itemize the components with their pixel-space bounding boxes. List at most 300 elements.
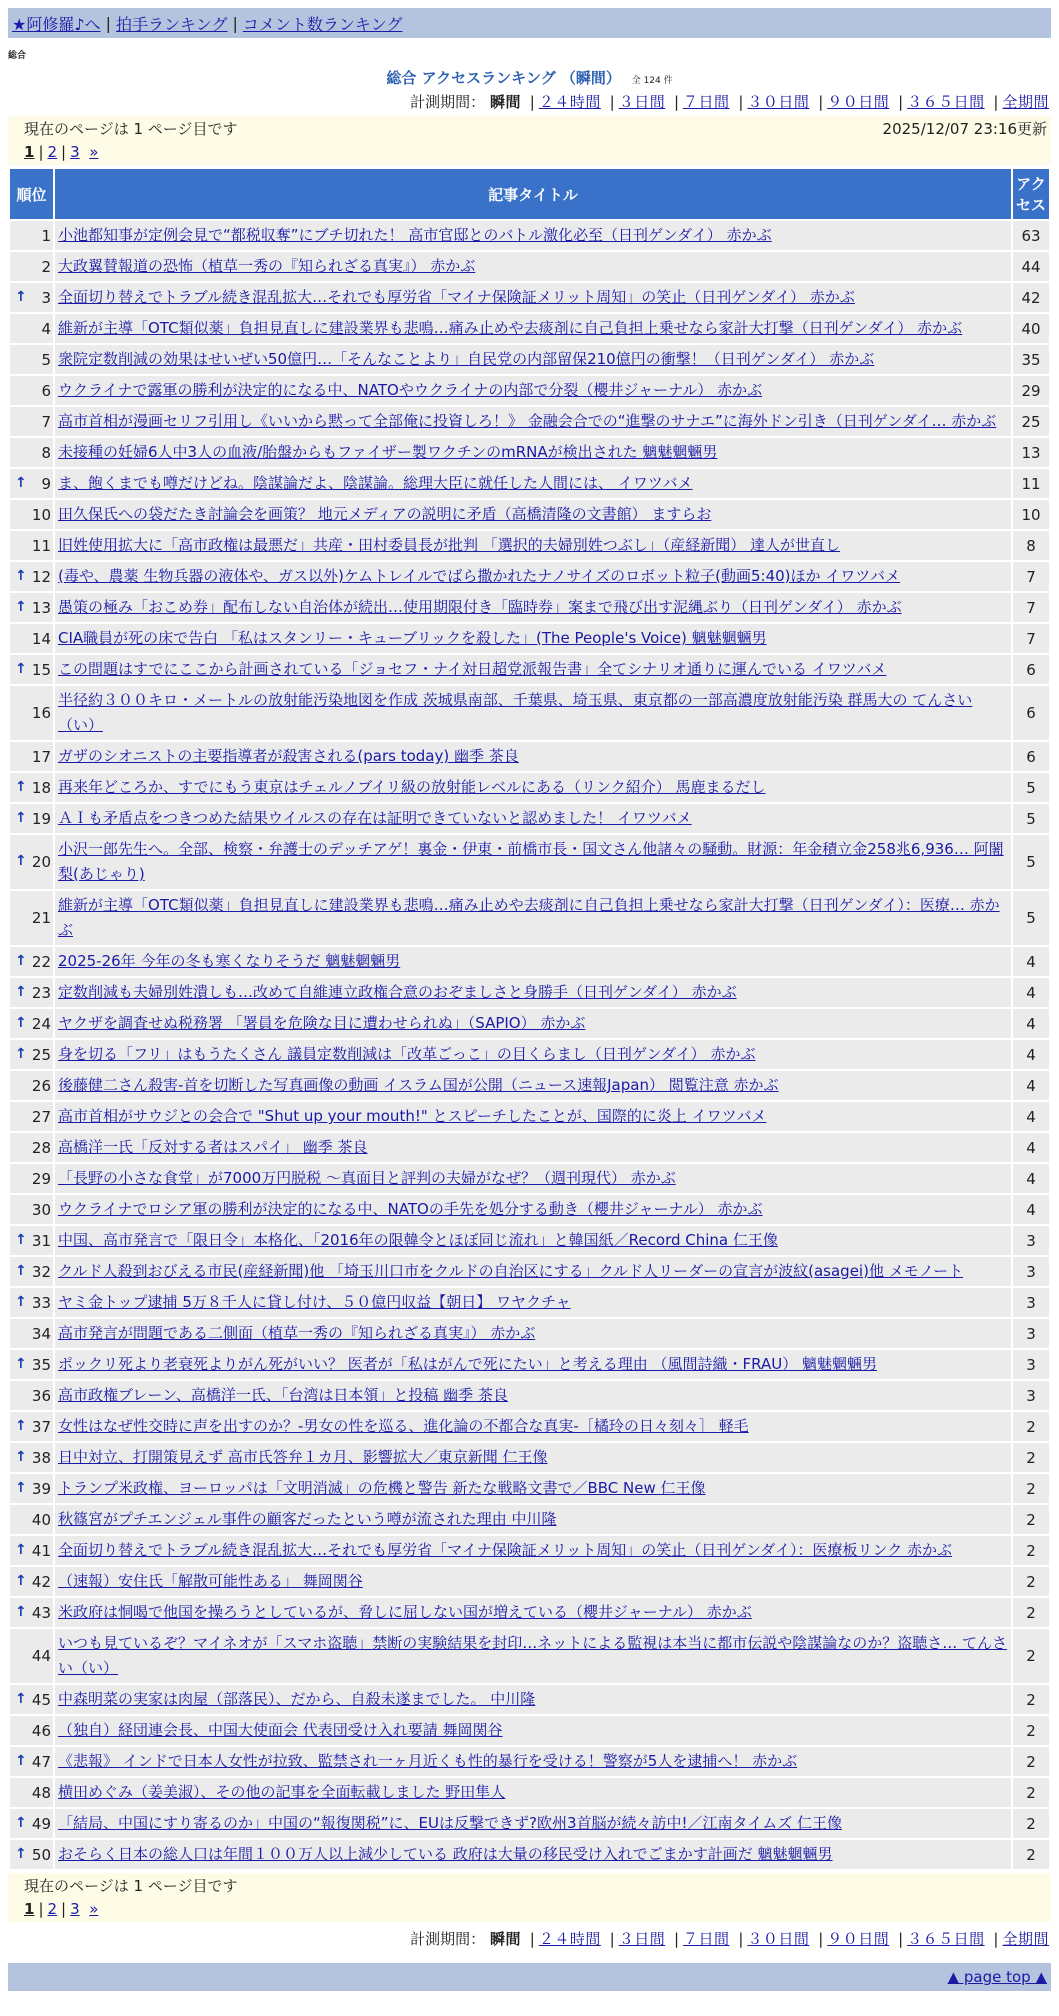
access-count: 4 [1013, 1195, 1049, 1224]
access-count: 4 [1013, 1009, 1049, 1038]
access-count: 2 [1013, 1747, 1049, 1776]
access-count: 2 [1013, 1629, 1049, 1683]
article-title-link[interactable]: （速報）安住氏「解散可能性ある」 舞岡関谷 [58, 1572, 363, 1590]
article-title-link[interactable]: 秋篠宮がプチエンジェル事件の顧客だったという噂が流された理由 中川隆 [58, 1510, 557, 1528]
rank-cell [10, 773, 53, 802]
rank-up-arrow-icon: ↑ [15, 809, 27, 826]
access-count: 42 [1013, 283, 1049, 312]
article-title-link[interactable]: 定数削減も夫婦別姓潰しも…改めて自維連立政権合意のおぞましさと身勝手（日刊ゲンダイ） 赤かぶ [58, 983, 737, 1001]
period-30d-link[interactable]: ３０日間 [747, 93, 810, 111]
rank-number: 43 [31, 1603, 51, 1622]
access-count: 3 [1013, 1288, 1049, 1317]
bottom-bar [8, 1963, 1051, 1991]
rank-up-arrow-icon: ↑ [15, 1262, 27, 1279]
access-count: 2 [1013, 1443, 1049, 1472]
table-row [10, 221, 1049, 250]
article-title-link[interactable]: 横田めぐみ（姜美淑）、その他の記事を全面転載しました 野田隼人 [58, 1783, 506, 1801]
rank-cell [10, 1505, 53, 1534]
page-2-link[interactable]: 2 [47, 143, 58, 161]
page-3-link[interactable]: 3 [70, 1900, 80, 1918]
access-count: 4 [1013, 1133, 1049, 1162]
title-cell [55, 1536, 1011, 1565]
rank-number: 44 [31, 1647, 51, 1665]
rank-up-arrow-icon: ↑ [15, 1448, 27, 1465]
table-row [10, 1443, 1049, 1472]
table-row [10, 835, 1049, 889]
pager-top [8, 116, 1051, 165]
period-selector-bottom: 計測期間： 瞬間 | ２４時間 | ３日間 | ７日間 | ３０日間 | ９０日間 | ３６５日間 | 全期間 [410, 1930, 1049, 1948]
title-cell [55, 1040, 1011, 1069]
title-cell [55, 1102, 1011, 1131]
table-row [10, 1288, 1049, 1317]
article-title-link[interactable]: 再来年どころか、すでにもう東京はチェルノブイリ級の放射能レベルにある（リンク紹介） 馬鹿まるだし [58, 778, 766, 796]
col-access-header: アクセス [1013, 169, 1049, 219]
table-row [10, 1257, 1049, 1286]
rank-cell [10, 1226, 53, 1255]
access-count: 3 [1013, 1226, 1049, 1255]
table-row [10, 1319, 1049, 1348]
title-cell [55, 221, 1011, 250]
rank-number: 33 [31, 1293, 51, 1312]
title-cell [55, 1840, 1011, 1869]
article-title-link[interactable]: ガザのシオニストの主要指導者が殺害される(pars today) 幽季 茶良 [58, 747, 519, 765]
rank-up-arrow-icon: ↑ [15, 1479, 27, 1496]
rank-number: 25 [31, 1045, 51, 1064]
table-row [10, 1071, 1049, 1100]
table-row [10, 407, 1049, 436]
current-page-text: 現在のページは 1 ページ目です [24, 1877, 238, 1895]
rank-cell [10, 1071, 53, 1100]
table-row [10, 252, 1049, 281]
article-title-link[interactable]: ウクライナで露軍の勝利が決定的になる中、NATOやウクライナの内部で分裂（櫻井ジャーナル） 赤かぶ [58, 381, 763, 399]
rank-number: 14 [31, 629, 51, 648]
table-row [10, 1195, 1049, 1224]
article-title-link[interactable]: CIA職員が死の床で告白 「私はスタンリー・キューブリックを殺した」(The People's Voice) 魑魅魍魎男 [58, 629, 767, 647]
article-title-link[interactable]: ウクライナでロシア軍の勝利が決定的になる中、NATOの手先を処分する動き（櫻井ジャーナル） 赤かぶ [58, 1200, 763, 1218]
article-title-link[interactable]: 高橋洋一氏「反対する者はスパイ」 幽季 茶良 [58, 1138, 368, 1156]
period-90d-link[interactable]: ９０日間 [827, 93, 890, 111]
article-title-link[interactable]: おそらく日本の総人口は年間１００万人以上減少している 政府は大量の移民受け入れでごまかす計画だ 魑魅魍魎男 [58, 1845, 833, 1863]
period-current: 瞬間 [489, 93, 521, 111]
rank-number: 29 [31, 1169, 51, 1188]
access-count: 3 [1013, 1319, 1049, 1348]
rank-number: 47 [31, 1752, 51, 1771]
rank-cell [10, 1257, 53, 1286]
rank-number: 27 [31, 1107, 51, 1126]
title-cell [55, 686, 1011, 740]
rank-number: 34 [31, 1324, 51, 1343]
table-row [10, 1598, 1049, 1627]
table-row [10, 804, 1049, 833]
article-title-link[interactable]: 米政府は恫喝で他国を操ろうとしているが、脅しに屈しない国が増えている（櫻井ジャーナル） 赤かぶ [58, 1603, 752, 1621]
article-title-link[interactable]: 身を切る「フリ」はもうたくさん 議員定数削減は「改革ごっこ」の目くらまし（日刊ゲンダイ） 赤かぶ [58, 1045, 756, 1063]
table-row [10, 1685, 1049, 1714]
title-cell [55, 655, 1011, 684]
rank-up-arrow-icon: ↑ [15, 1045, 27, 1062]
rank-number: 5 [41, 350, 51, 369]
nav-separator: | [105, 13, 111, 33]
title-cell [55, 531, 1011, 560]
article-title-link[interactable]: ヤクザを調査せぬ税務署 「署員を危険な目に遭わせられぬ」（SAPIO） 赤かぶ [58, 1014, 586, 1032]
access-count: 4 [1013, 1071, 1049, 1100]
rank-cell [10, 978, 53, 1007]
title-cell [55, 1381, 1011, 1410]
period-24h-link[interactable]: ２４時間 [538, 93, 601, 111]
ranking-table [8, 167, 1051, 1871]
page-2-link[interactable]: 2 [47, 1900, 58, 1918]
rank-number: 9 [41, 474, 51, 493]
period-label: 計測期間： [410, 93, 486, 111]
period-all-link[interactable]: 全期間 [1002, 1930, 1049, 1948]
table-row [10, 593, 1049, 622]
access-count: 2 [1013, 1685, 1049, 1714]
table-row [10, 773, 1049, 802]
top-nav-bar [8, 8, 1051, 38]
rank-number: 35 [31, 1355, 51, 1374]
rank-up-arrow-icon: ↑ [15, 1231, 27, 1248]
current-page-text: 現在のページは 1 ページ目です [24, 120, 238, 138]
table-row [10, 314, 1049, 343]
access-count: 40 [1013, 314, 1049, 343]
rank-cell [10, 1009, 53, 1038]
article-title-link[interactable]: 「長野の小さな食堂」が7000万円脱税 〜真面目と評判の夫婦がなぜ？（週刊現代） 赤かぶ [58, 1169, 676, 1187]
title-cell [55, 314, 1011, 343]
home-link[interactable]: ★阿修羅♪へ [12, 14, 101, 34]
rank-number: 39 [31, 1479, 51, 1498]
applause-ranking-link[interactable]: 拍手ランキング [115, 14, 228, 34]
rank-number: 19 [31, 809, 51, 828]
page-3-link[interactable]: 3 [70, 143, 80, 161]
table-row [10, 469, 1049, 498]
title-cell [55, 1598, 1011, 1627]
article-title-link[interactable]: (毒や、農薬 生物兵器の液体や、ガス以外)ケムトレイルでばら撒かれたナノサイズのロボット粒子(動画5:40)ほか イワツバメ [58, 567, 900, 585]
rank-cell [10, 314, 53, 343]
access-count: 13 [1013, 438, 1049, 467]
access-count: 2 [1013, 1536, 1049, 1565]
page-top-link[interactable]: ▲ page top ▲ [947, 1968, 1047, 1986]
access-count: 44 [1013, 252, 1049, 281]
rank-up-arrow-icon: ↑ [15, 1572, 27, 1589]
access-count: 6 [1013, 686, 1049, 740]
access-count: 63 [1013, 221, 1049, 250]
access-count: 2 [1013, 1412, 1049, 1441]
access-count: 2 [1013, 1809, 1049, 1838]
article-title-link[interactable]: ヤミ金トップ逮捕 5万８千人に貸し付け、５０億円収益【朝日】 ワヤクチャ [58, 1293, 571, 1311]
rank-cell [10, 252, 53, 281]
access-count: 7 [1013, 624, 1049, 653]
access-count: 35 [1013, 345, 1049, 374]
article-title-link[interactable]: いつも見ているぞ？マイネオが「スマホ盗聴」禁断の実験結果を封印…ネットによる監視は本当に都市伝説や陰謀論なのか？盗聴さ… てんさい（い） [58, 1634, 1008, 1677]
table-row [10, 1536, 1049, 1565]
access-count: 25 [1013, 407, 1049, 436]
rank-number: 38 [31, 1448, 51, 1467]
rank-cell [10, 1319, 53, 1348]
rank-number: 11 [31, 536, 51, 555]
table-row [10, 1747, 1049, 1776]
rank-cell [10, 345, 53, 374]
article-title-link[interactable]: 「結局、中国にすり寄るのか」中国の“報復関税”に、EUは反撃できず?欧州3首脳が続々訪中!／江南タイムズ 仁王像 [58, 1814, 842, 1832]
title-cell [55, 804, 1011, 833]
access-count: 2 [1013, 1840, 1049, 1869]
rank-cell [10, 1443, 53, 1472]
access-count: 2 [1013, 1716, 1049, 1745]
rank-cell [10, 1350, 53, 1379]
rank-number: 17 [31, 747, 51, 766]
title-cell [55, 742, 1011, 771]
table-row [10, 1350, 1049, 1379]
article-title-link[interactable]: ＡＩも矛盾点をつきつめた結果ウイルスの存在は証明できていないと認めました！ イワツバメ [58, 809, 692, 827]
table-row [10, 283, 1049, 312]
rank-cell [10, 376, 53, 405]
table-row [10, 947, 1049, 976]
rank-cell [10, 1164, 53, 1193]
title-cell [55, 891, 1011, 945]
article-title-link[interactable]: ポックリ死より老衰死よりがん死がいい？ 医者が「私はがんで死にたい」と考える理由 （風間詩織・FRAU） 魑魅魍魎男 [58, 1355, 877, 1373]
article-title-link[interactable]: 高市首相がサウジとの会合で "Shut up your mouth!" とスピーチしたことが、国際的に炎上 イワツバメ [58, 1107, 767, 1125]
article-title-link[interactable]: 小沢一郎先生へ。全部、検察・弁護士のデッチアゲ！裏金・伊東・前橋市長・国文さん他諸々の騒動。財源：年金積立金258兆6,936… 阿闍梨(あじゃり) [58, 840, 1004, 883]
period-90d-link[interactable]: ９０日間 [827, 1930, 890, 1948]
rank-number: 46 [31, 1721, 51, 1740]
access-count: 3 [1013, 1350, 1049, 1379]
period-3d-link[interactable]: ３日間 [618, 93, 666, 111]
article-title-link[interactable]: ま、飽くまでも噂だけどね。陰謀論だよ、陰謀論。総理大臣に就任した人間には、 イワツバメ [58, 474, 693, 492]
access-count: 2 [1013, 1598, 1049, 1627]
table-row [10, 686, 1049, 740]
rank-number: 24 [31, 1014, 51, 1033]
table-header-row [10, 169, 1049, 219]
article-title-link[interactable]: （独自）経団連会長、中国大使面会 代表団受け入れ要請 舞岡関谷 [58, 1721, 503, 1739]
title-cell [55, 593, 1011, 622]
rank-cell [10, 438, 53, 467]
access-count: 5 [1013, 891, 1049, 945]
title-cell [55, 1443, 1011, 1472]
page-next-link[interactable]: » [89, 1900, 99, 1918]
page-next-link[interactable]: » [89, 143, 99, 161]
title-cell [55, 1629, 1011, 1683]
title-cell [55, 1164, 1011, 1193]
article-title-link[interactable]: トランプ米政権、ヨーロッパは「文明消滅」の危機と警告 新たな戦略文書で／BBC New 仁王像 [58, 1479, 706, 1497]
rank-cell [10, 221, 53, 250]
title-cell [55, 1809, 1011, 1838]
table-row [10, 1412, 1049, 1441]
article-title-link[interactable]: 高市発言が問題である二側面（植草一秀の『知られざる真実』） 赤かぶ [58, 1324, 536, 1342]
access-count: 6 [1013, 655, 1049, 684]
rank-cell [10, 891, 53, 945]
title-cell [55, 500, 1011, 529]
table-row [10, 1778, 1049, 1807]
table-row [10, 1009, 1049, 1038]
col-title-header: 記事タイトル [55, 169, 1011, 219]
rank-cell [10, 1040, 53, 1069]
title-cell [55, 624, 1011, 653]
title-cell [55, 1474, 1011, 1503]
table-row [10, 1164, 1049, 1193]
table-row [10, 1474, 1049, 1503]
rank-up-arrow-icon: ↑ [15, 1541, 27, 1558]
table-row [10, 1840, 1049, 1869]
rank-number: 22 [31, 952, 51, 971]
title-cell [55, 1071, 1011, 1100]
table-row [10, 655, 1049, 684]
table-row [10, 742, 1049, 771]
rank-cell [10, 1381, 53, 1410]
article-title-link[interactable]: 田久保氏への袋だたき討論会を画策？ 地元メディアの説明に矛盾（高橋清隆の文書館） ますらお [58, 505, 712, 523]
rank-cell [10, 1747, 53, 1776]
access-count: 5 [1013, 773, 1049, 802]
rank-up-arrow-icon: ↑ [15, 567, 27, 584]
rank-cell [10, 742, 53, 771]
table-row [10, 891, 1049, 945]
rank-up-arrow-icon: ↑ [15, 1690, 27, 1707]
title-cell [55, 835, 1011, 889]
article-title-link[interactable]: 《悲報》 インドで日本人女性が拉致、監禁され一ヶ月近くも性的暴行を受ける！警察が5人を逮捕へ！ 赤かぶ [58, 1752, 798, 1770]
article-title-link[interactable]: 半径約３００キロ・メートルの放射能汚染地図を作成 茨城県南部、千葉県、埼玉県、東京都の一部高濃度放射能汚染 群馬大の てんさい（い） [58, 691, 973, 734]
rank-cell [10, 407, 53, 436]
article-title-link[interactable]: 2025-26年 今年の冬も寒くなりそうだ 魑魅魍魎男 [58, 952, 401, 970]
access-count: 5 [1013, 804, 1049, 833]
rank-number: 26 [31, 1076, 51, 1095]
article-title-link[interactable]: 全面切り替えでトラブル続き混乱拡大…それでも厚労省「マイナ保険証メリット周知」の笑止（日刊ゲンダイ）：医療板リンク 赤かぶ [58, 1541, 952, 1559]
access-count: 29 [1013, 376, 1049, 405]
rank-cell [10, 686, 53, 740]
period-3d-link[interactable]: ３日間 [618, 1930, 666, 1948]
rank-up-arrow-icon: ↑ [15, 983, 27, 1000]
rank-up-arrow-icon: ↑ [15, 1603, 27, 1620]
title-cell [55, 1133, 1011, 1162]
pager-bottom [8, 1873, 1051, 1922]
article-title-link[interactable]: この問題はすでにここから計画されている「ジョセフ・ナイ対日超党派報告書」全てシナリオ通りに運んでいる イワツバメ [58, 660, 887, 678]
title-cell [55, 1350, 1011, 1379]
table-row [10, 978, 1049, 1007]
rank-cell [10, 1474, 53, 1503]
rank-cell [10, 655, 53, 684]
table-row [10, 1716, 1049, 1745]
article-title-link[interactable]: 高市首相が漫画セリフ引用し《いいから黙って全部俺に投資しろ！》 金融会合での“進撃のサナエ”に海外ドン引き（日刊ゲンダイ… 赤かぶ [58, 412, 997, 430]
period-label: 計測期間： [410, 1930, 486, 1948]
table-row [10, 562, 1049, 591]
rank-number: 1 [41, 226, 51, 245]
access-count: 2 [1013, 1505, 1049, 1534]
rank-cell [10, 1412, 53, 1441]
title-cell [55, 1195, 1011, 1224]
table-row [10, 1133, 1049, 1162]
page-current: 1 [24, 143, 35, 161]
page-title: 総合 アクセスランキング （瞬間） [386, 69, 621, 87]
rank-cell [10, 500, 53, 529]
period-30d-link[interactable]: ３０日間 [747, 1930, 810, 1948]
rank-number: 42 [31, 1572, 51, 1591]
rank-number: 16 [31, 704, 51, 722]
article-title-link[interactable]: 後藤健二さん殺害-首を切断した写真画像の動画 イスラム国が公開（ニュース速報Japan） 閲覧注意 赤かぶ [58, 1076, 779, 1094]
article-title-link[interactable]: クルド人殺到おびえる市民(産経新聞)他 「埼玉川口市をクルドの自治区にする」クルド人リーダーの宣言が波紋(asagei)他 メモノート [58, 1262, 964, 1280]
rank-number: 20 [31, 853, 51, 871]
rank-cell [10, 1195, 53, 1224]
period-365d-link[interactable]: ３６５日間 [907, 93, 985, 111]
table-row [10, 624, 1049, 653]
rank-up-arrow-icon: ↑ [15, 660, 27, 677]
rank-number: 3 [41, 288, 51, 307]
title-cell [55, 1257, 1011, 1286]
article-title-link[interactable]: 大政翼賛報道の恐怖（植草一秀の『知られざる真実』） 赤かぶ [58, 257, 476, 275]
table-row [10, 500, 1049, 529]
rank-up-arrow-icon: ↑ [15, 1355, 27, 1372]
period-all-link[interactable]: 全期間 [1002, 93, 1049, 111]
period-7d-link[interactable]: ７日間 [683, 93, 730, 111]
rank-cell [10, 804, 53, 833]
article-title-link[interactable]: 小池都知事が定例会見で“都税収奪”にブチ切れた！ 高市官邸とのバトル激化必至（日刊ゲンダイ） 赤かぶ [58, 226, 772, 244]
page-current: 1 [24, 1900, 35, 1918]
title-cell [55, 407, 1011, 436]
rank-number: 28 [31, 1138, 51, 1157]
rank-number: 13 [31, 598, 51, 617]
title-cell [55, 345, 1011, 374]
rank-cell [10, 1685, 53, 1714]
rank-cell [10, 1840, 53, 1869]
rank-number: 40 [31, 1510, 51, 1529]
article-title-link[interactable]: 維新が主導「OTC類似薬」負担見直しに建設業界も悲鳴…痛み止めや去痰剤に自己負担上乗せなら家計大打撃（日刊ゲンダイ） 赤かぶ [58, 319, 963, 337]
article-title-link[interactable]: 女性はなぜ性交時に声を出すのか？-男女の性を巡る、進化論の不都合な真実-［橘玲の日々刻々］ 軽毛 [58, 1417, 749, 1435]
rank-cell [10, 1102, 53, 1131]
page-heading [0, 67, 1059, 88]
access-count: 2 [1013, 1778, 1049, 1807]
period-7d-link[interactable]: ７日間 [683, 1930, 730, 1948]
rank-number: 2 [41, 257, 51, 276]
rank-cell [10, 283, 53, 312]
rank-up-arrow-icon: ↑ [15, 853, 27, 869]
article-title-link[interactable]: 愚策の極み「おこめ券」配布しない自治体が続出…使用期限付き「臨時券」案まで飛び出す泥縄ぶり（日刊ゲンダイ） 赤かぶ [58, 598, 902, 616]
article-title-link[interactable]: 全面切り替えでトラブル続き混乱拡大…それでも厚労省「マイナ保険証メリット周知」の笑止（日刊ゲンダイ） 赤かぶ [58, 288, 855, 306]
rank-number: 36 [31, 1386, 51, 1405]
article-title-link[interactable]: 日中対立、打開策見えず 高市氏答弁１カ月、影響拡大／東京新聞 仁王像 [58, 1448, 548, 1466]
rank-number: 23 [31, 983, 51, 1002]
access-count: 3 [1013, 1381, 1049, 1410]
title-cell [55, 773, 1011, 802]
rank-up-arrow-icon: ↑ [15, 288, 27, 305]
access-count: 3 [1013, 1257, 1049, 1286]
period-current: 瞬間 [489, 1930, 521, 1948]
period-365d-link[interactable]: ３６５日間 [907, 1930, 985, 1948]
access-count: 4 [1013, 1102, 1049, 1131]
rank-number: 8 [41, 443, 51, 462]
rank-number: 48 [31, 1783, 51, 1802]
rank-number: 31 [31, 1231, 51, 1250]
table-row [10, 438, 1049, 467]
article-title-link[interactable]: 未接種の妊婦6人中3人の血液/胎盤からもファイザー製ワクチンのmRNAが検出された 魑魅魍魎男 [58, 443, 718, 461]
title-cell [55, 562, 1011, 591]
article-title-link[interactable]: 中国、高市発言で「限日令」本格化、「2016年の限韓令とほぼ同じ流れ」と韓国紙／Record China 仁王像 [58, 1231, 778, 1249]
access-count: 7 [1013, 593, 1049, 622]
title-cell [55, 1716, 1011, 1745]
period-24h-link[interactable]: ２４時間 [538, 1930, 601, 1948]
rank-up-arrow-icon: ↑ [15, 598, 27, 615]
rank-up-arrow-icon: ↑ [15, 1845, 27, 1862]
title-cell [55, 438, 1011, 467]
period-selector-top: 計測期間： 瞬間 | ２４時間 | ３日間 | ７日間 | ３０日間 | ９０日間 | ３６５日間 | 全期間 [410, 93, 1049, 111]
article-title-link[interactable]: 衆院定数削減の効果はせいぜい50億円…「そんなことより」自民党の内部留保210億円の衝撃！（日刊ゲンダイ） 赤かぶ [58, 350, 875, 368]
article-title-link[interactable]: 維新が主導「OTC類似薬」負担見直しに建設業界も悲鳴…痛み止めや去痰剤に自己負担上乗せなら家計大打撃（日刊ゲンダイ）：医療… 赤かぶ [58, 896, 1000, 939]
article-title-link[interactable]: 中森明菜の実家は肉屋（部落民）、だから、自殺未遂までした。 中川隆 [58, 1690, 536, 1708]
title-cell [55, 1778, 1011, 1807]
rank-number: 50 [31, 1845, 51, 1864]
title-cell [55, 252, 1011, 281]
rank-number: 30 [31, 1200, 51, 1219]
title-cell [55, 1685, 1011, 1714]
article-title-link[interactable]: 旧姓使用拡大に「高市政権は最悪だ」共産・田村委員長が批判 「選択的夫婦別姓つぶし」（産経新聞） 達人が世直し [58, 536, 841, 554]
rank-cell [10, 835, 53, 889]
article-title-link[interactable]: 高市政権ブレーン、高橋洋一氏、「台湾は日本領」と投稿 幽季 茶良 [58, 1386, 508, 1404]
comment-ranking-link[interactable]: コメント数ランキング [242, 14, 403, 34]
title-cell [55, 1009, 1011, 1038]
